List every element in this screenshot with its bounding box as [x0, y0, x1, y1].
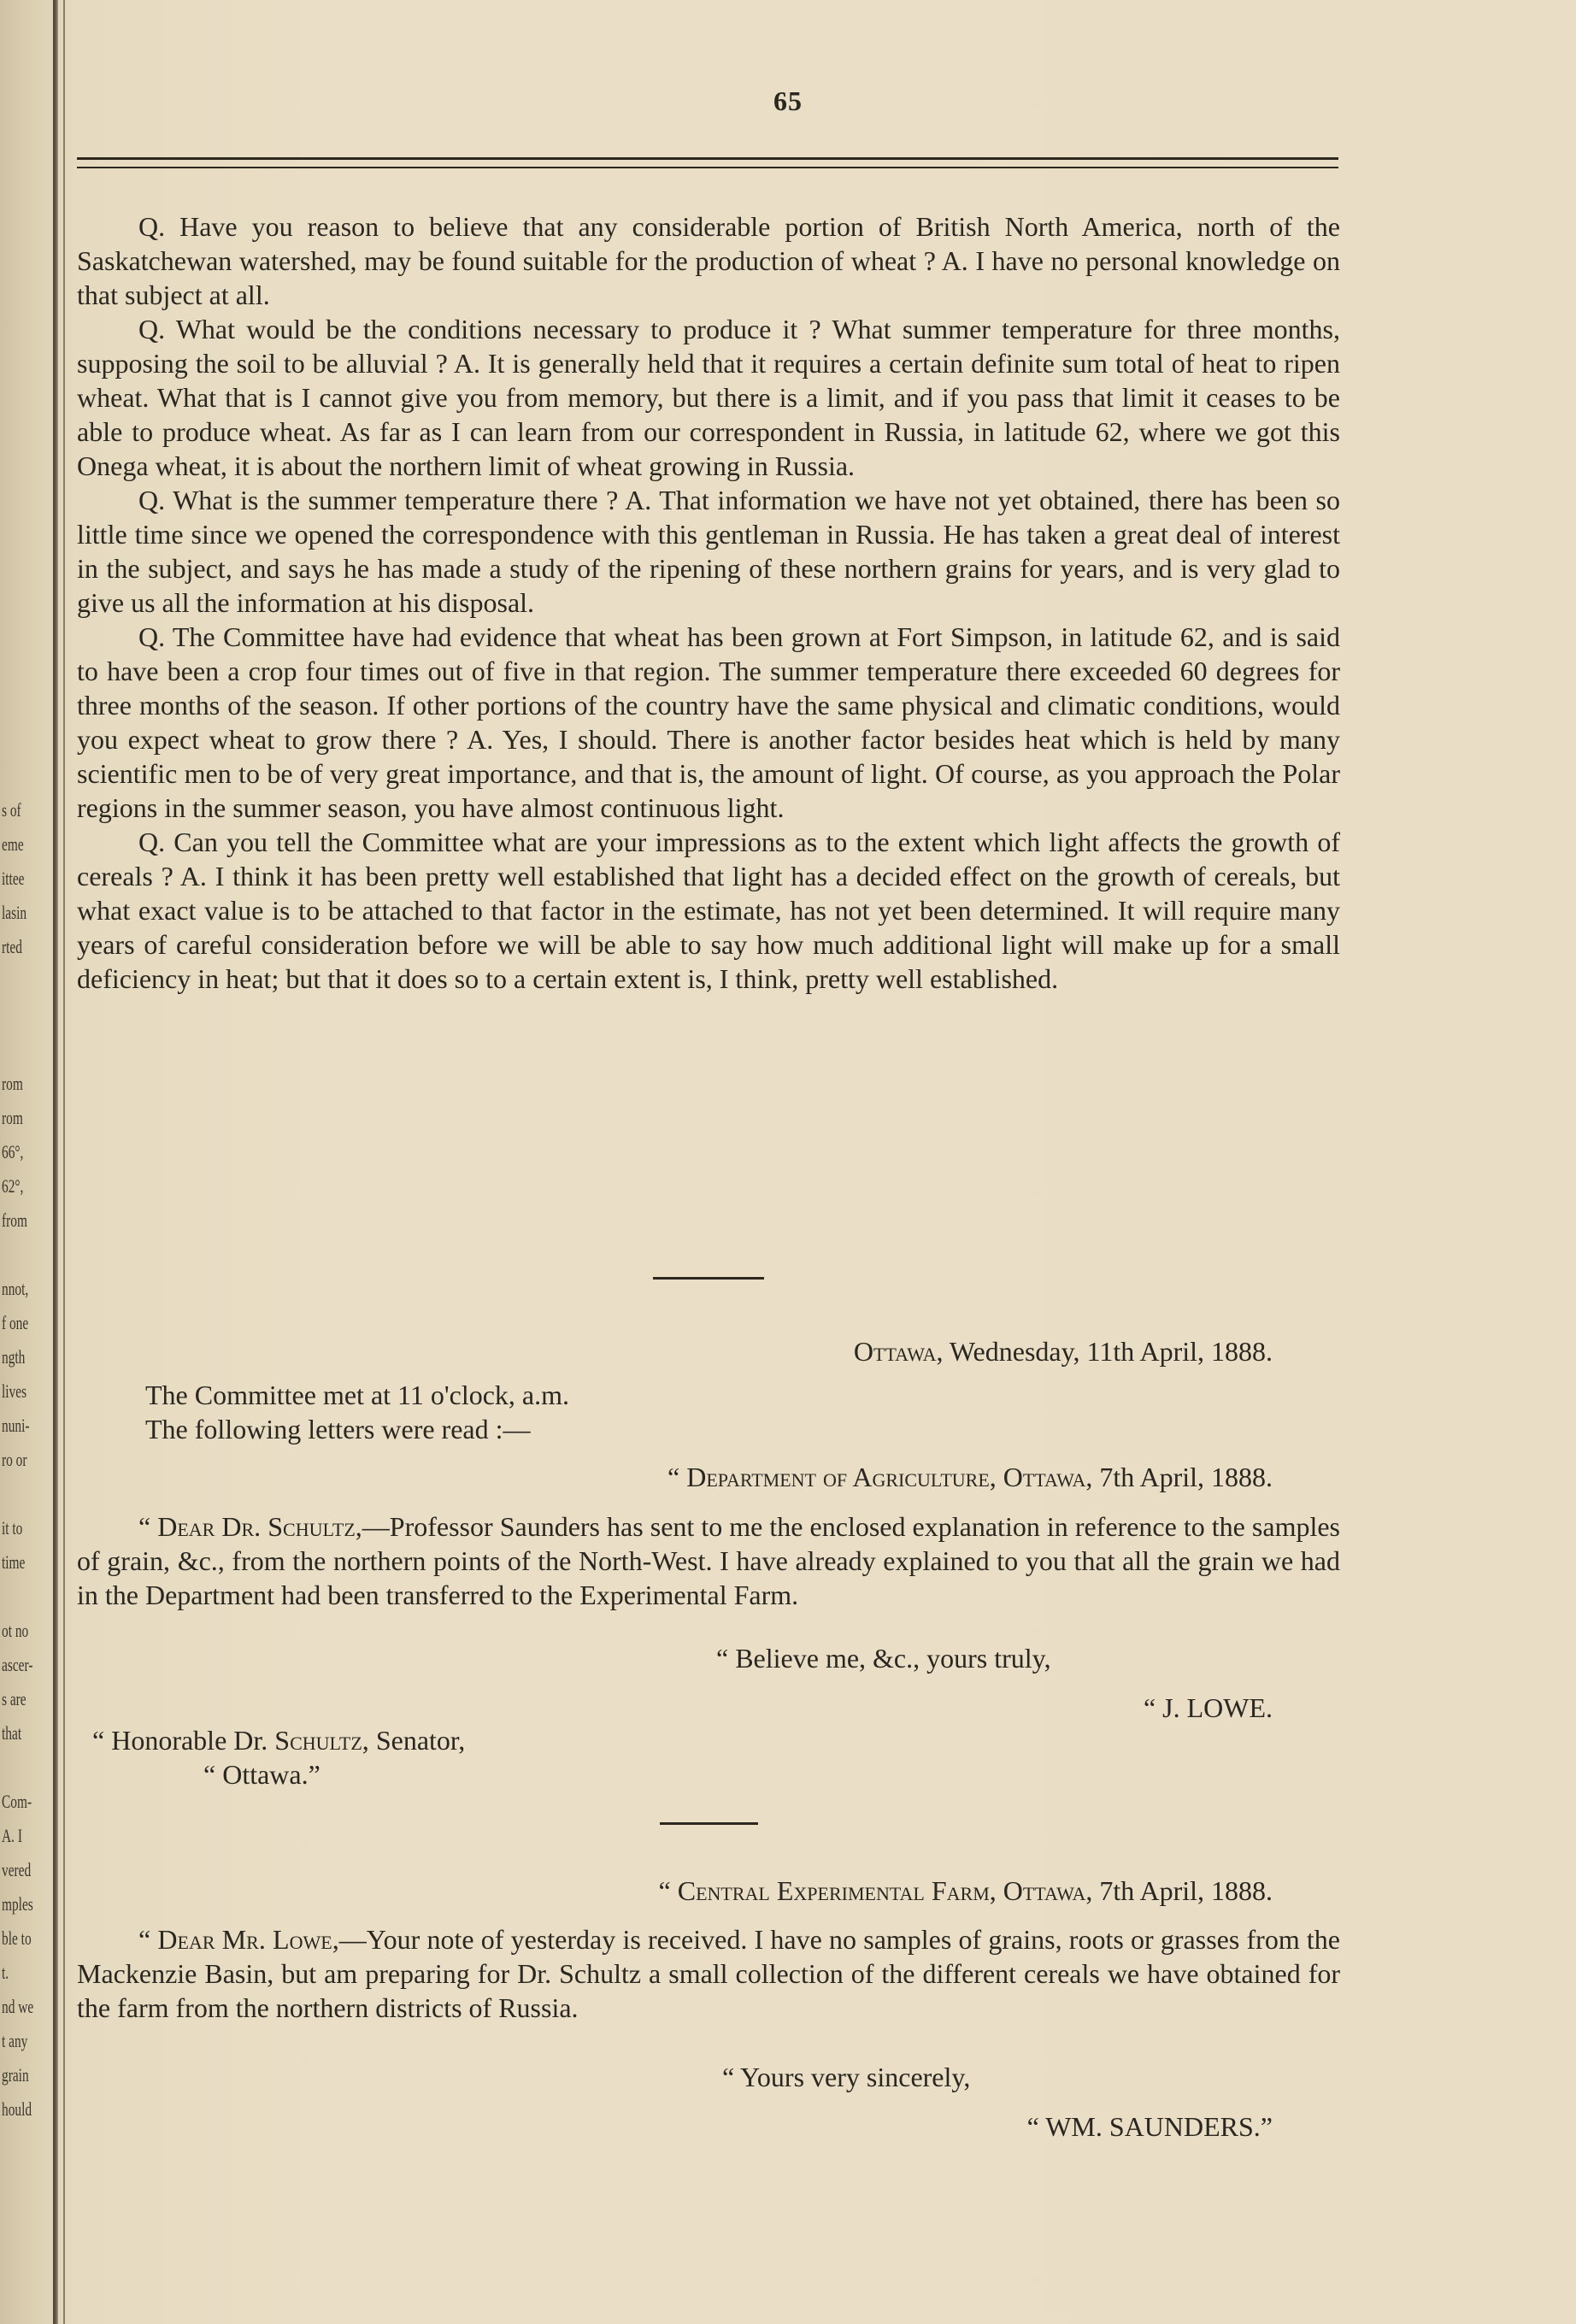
addressee-title: Senator, [375, 1725, 466, 1756]
margin-fragment: mples [2, 1893, 33, 1915]
adjacent-page-margin [0, 0, 51, 2324]
qa-paragraph: Q. Have you reason to believe that any considerable portion of British North America, north of the Saskatchewan watershed, may be found suitable for the production of wheat ? A. I have no personal knowledge on that subject at all. [77, 211, 1340, 310]
margin-fragment: it to [2, 1517, 23, 1539]
letter2-heading-date: 7th April, 1888. [1099, 1875, 1273, 1906]
qa-paragraph: Q. What would be the conditions necessary to produce it ? What summer temperature for three months, supposing the soil to be alluvial ? A. It is generally held that it requires a certain definite sum total of heat to ripen wheat. What that is I cannot give you from memory, but there is a limit, and if you pass that limit it ceases to be able to produce wheat. As far as I can learn from our correspondent in Russia, in latitude 62, where we got this Onega wheat, it is about the northern limit of wheat growing in Russia. [77, 314, 1340, 481]
letter2-closing: “ Yours very sincerely, [722, 2062, 971, 2092]
margin-fragment: hould [2, 2098, 32, 2120]
qa-paragraph: Q. Can you tell the Committee what are your impressions as to the extent which light affects the growth of cereals ? A. I think it has been pretty well established that light has a decided effect on the growth of cereals, but what exact value is to be attached to that factor in the estimate, has not yet been determined. It will require many years of careful consideration before we will be able to say how much additional light will make up for a small deficiency in heat; but that it does so to a certain extent is, I think, pretty well established. [77, 827, 1340, 994]
qa-paragraph: Q. What is the summer temperature there ? A. That information we have not yet obtained, there has been so little time since we opened the correspondence with this gentleman in Russia. He has taken a great deal of interest in the subject, and says he has made a study of the ripening of these northern grains for years, and is very glad to give us all the information at his disposal. [77, 485, 1340, 618]
margin-fragment: Com- [2, 1791, 32, 1812]
letter1-heading-sender: “ Department of Agriculture, Ottawa, [667, 1462, 1093, 1492]
margin-fragment: time [2, 1551, 26, 1573]
margin-fragment: t any [2, 2030, 28, 2051]
margin-fragment: vered [2, 1859, 32, 1880]
letter2-heading-sender: “ Central Experimental Farm, Ottawa, [658, 1875, 1093, 1906]
addressee-name: Schultz, [274, 1725, 369, 1756]
margin-fragment: rted [2, 936, 22, 957]
letter1-text: —Professor Saunders has sent to me the enclosed explanation in reference to the samples of grain, &c., from the northern points of the North-West. I have already explained to you that all the grain we had in the Department had been transferred to the Experimental Farm. [77, 1511, 1341, 1610]
book-spine-shadow [53, 0, 58, 2324]
margin-fragment: nuni- [2, 1415, 30, 1436]
addressee-city: “ Ottawa.” [203, 1759, 320, 1790]
letters-intro: The following letters were read :— [145, 1414, 531, 1444]
letter1-heading [667, 1460, 1273, 1494]
page-number: 65 [773, 85, 803, 116]
letter2-signature: “ WM. SAUNDERS.” [1026, 2111, 1273, 2142]
letter1-salutation: “ Dear Dr. Schultz, [138, 1511, 362, 1542]
letter2-heading [659, 1874, 1273, 1908]
qa-paragraph: Q. The Committee have had evidence that wheat has been grown at Fort Simpson, in latitude 62, and is said to have been a crop four times out of five in that region. The summer temperature there exceeded 60 degrees for three months of the season. If other portions of the country have the same physical and climatic conditions, would you expect wheat to grow there ? A. Yes, I should. There is another factor besides heat which is held by many scientific men to be of very great importance, and that is, the amount of light. Of course, as you approach the Polar regions in the summer season, you have almost continuous light. [77, 621, 1340, 823]
letter2-text: —Your note of yesterday is received. I have no samples of grains, roots or grasses from the Mackenzie Basin, but am preparing for Dr. Schultz a small collection of the different cereals we have obtained for the farm from the northern districts of Russia. [77, 1924, 1341, 2023]
letter1-closing: “ Believe me, &c., yours truly, [716, 1643, 1051, 1674]
header-double-rule [77, 157, 1338, 168]
margin-fragment: rom [2, 1107, 23, 1128]
margin-fragment: lives [2, 1380, 27, 1402]
letter-divider [660, 1822, 758, 1825]
margin-fragment: A. I [2, 1825, 22, 1846]
margin-fragment: ro or [2, 1449, 27, 1470]
margin-fragment: ascer- [2, 1654, 33, 1675]
margin-fragment: ot no [2, 1620, 29, 1641]
margin-fragment: ittee [2, 868, 25, 889]
session-date: Wednesday, 11th April, 1888. [949, 1336, 1273, 1367]
session-met: The Committee met at 11 o'clock, a.m. [145, 1380, 569, 1410]
margin-fragment: nd we [2, 1996, 34, 2017]
section-divider [653, 1277, 764, 1280]
margin-fragment: s of [2, 799, 21, 821]
margin-fragment: 62°, [2, 1175, 24, 1197]
testimony-block [77, 209, 1340, 996]
letter1-body [77, 1509, 1340, 1612]
addressee-prefix: “ Honorable Dr. [92, 1725, 268, 1756]
margin-fragment: ble to [2, 1927, 32, 1949]
margin-fragment: from [2, 1209, 27, 1231]
session-place: Ottawa, [853, 1336, 944, 1367]
margin-fragment: s are [2, 1688, 26, 1709]
margin-fragment: grain [2, 2064, 29, 2086]
letter1-signature: “ J. LOWE. [1143, 1692, 1273, 1723]
margin-fragment: t. [2, 1962, 9, 1983]
letter2-body-block [77, 1922, 1340, 2025]
margin-fragment: 66°, [2, 1141, 24, 1162]
margin-fragment: f one [2, 1312, 29, 1333]
session-dateline [854, 1334, 1273, 1368]
margin-fragment: nnot, [2, 1278, 29, 1299]
margin-fragment: lasin [2, 902, 27, 923]
letter1-body-block [77, 1509, 1340, 1612]
margin-fragment: ngth [2, 1346, 26, 1368]
letter2-salutation: “ Dear Mr. Lowe, [138, 1924, 339, 1955]
letter1-heading-date: 7th April, 1888. [1099, 1462, 1273, 1492]
book-spine-line [63, 0, 65, 2324]
letter2-body [77, 1922, 1340, 2025]
letter1-addressee [92, 1723, 465, 1757]
margin-fragment: that [2, 1722, 22, 1744]
margin-fragment: rom [2, 1073, 23, 1094]
margin-fragment: eme [2, 833, 24, 855]
